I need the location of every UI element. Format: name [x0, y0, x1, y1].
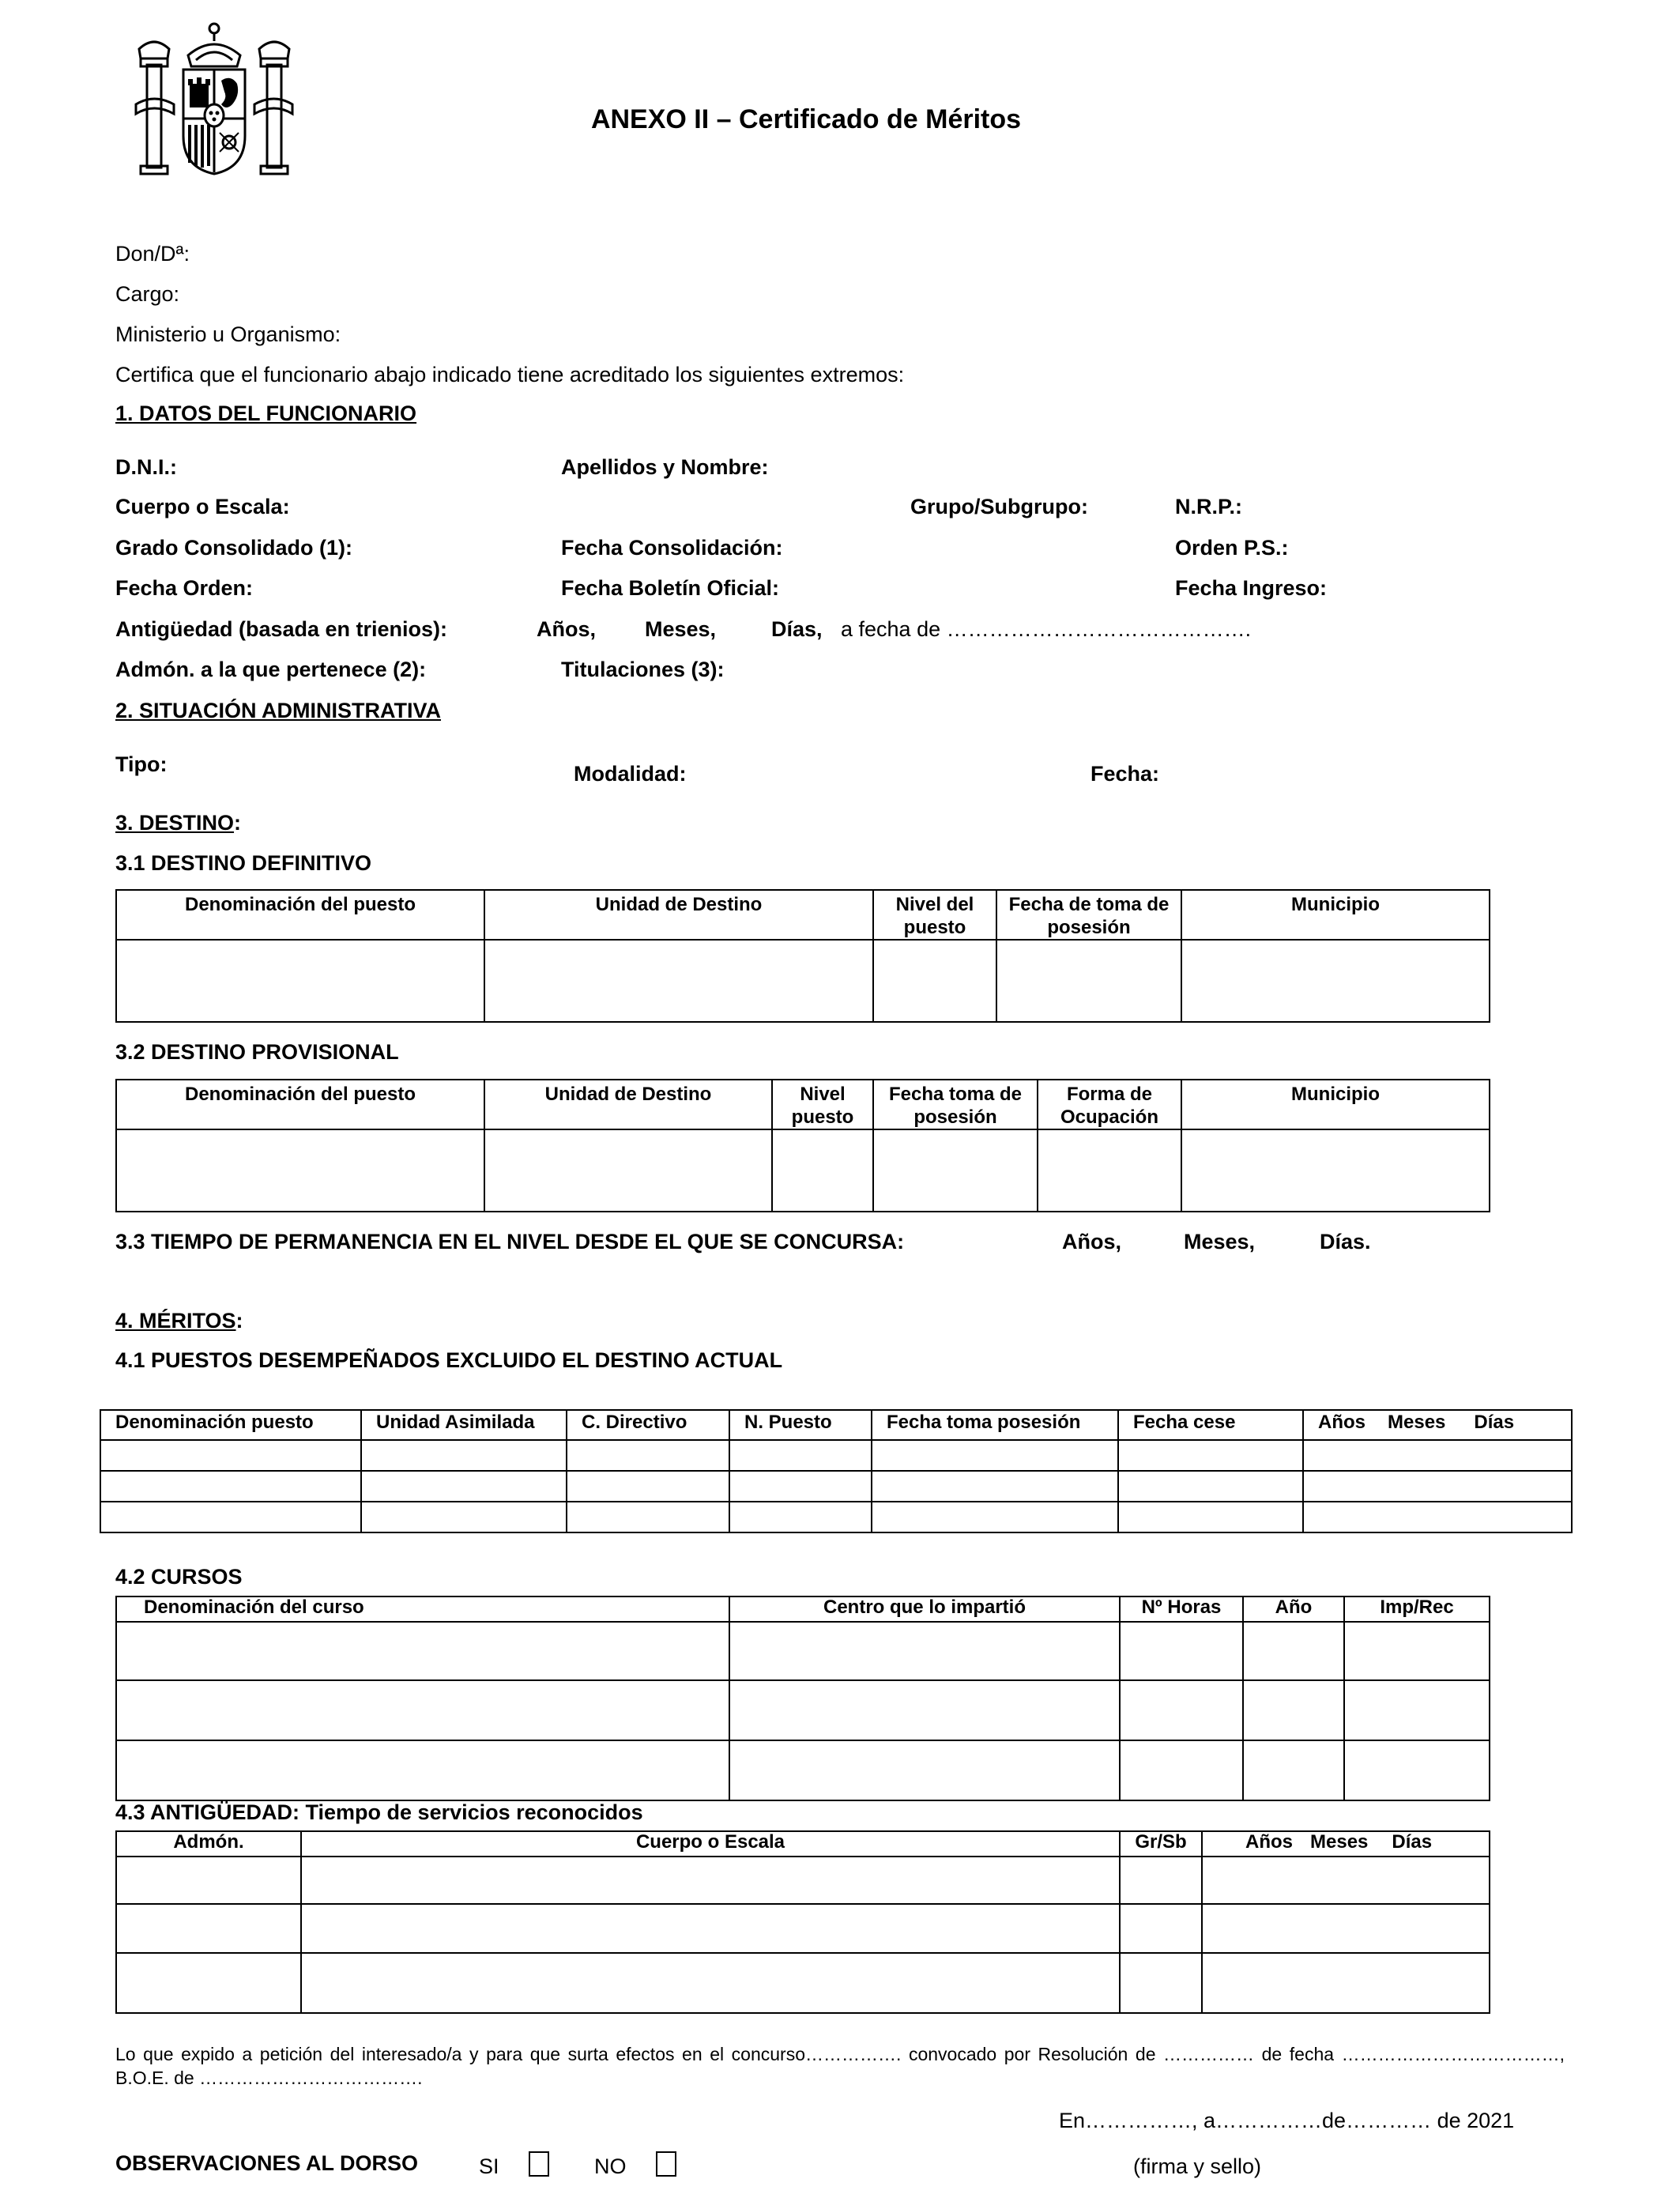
col-header: Nivel puesto	[772, 1080, 873, 1129]
table-cell[interactable]	[116, 1953, 301, 2013]
observaciones-label: OBSERVACIONES AL DORSO	[115, 2151, 419, 2175]
section-4-heading	[115, 1309, 243, 1333]
coat-of-arms-emblem	[133, 17, 296, 180]
section-1-heading: 1. DATOS DEL FUNCIONARIO	[115, 401, 417, 425]
nrp-label: N.R.P.:	[1175, 495, 1243, 518]
table-cell[interactable]	[301, 1953, 1120, 2013]
col-header: Denominación del curso	[116, 1596, 729, 1622]
table-cell[interactable]	[1181, 940, 1490, 1022]
col-header: Años	[1245, 1831, 1293, 1853]
permanencia-dias-label: Días.	[1320, 1230, 1371, 1253]
section-2-heading: 2. SITUACIÓN ADMINISTRATIVA	[115, 699, 442, 722]
destino-provisional-table	[115, 1079, 1490, 1212]
cursos-table	[115, 1596, 1490, 1801]
cursos-heading: 4.2 CURSOS	[115, 1565, 243, 1589]
table-row	[100, 1440, 1572, 1471]
table-cell[interactable]	[1120, 1953, 1202, 2013]
table-cell[interactable]	[1303, 1471, 1572, 1502]
table-cell[interactable]	[116, 1904, 301, 1953]
apellidos-label: Apellidos y Nombre:	[561, 455, 769, 479]
tiempo-permanencia-label: 3.3 TIEMPO DE PERMANENCIA EN EL NIVEL DESDE EL QUE SE CONCURSA:	[115, 1230, 905, 1253]
table-cell[interactable]	[1120, 1740, 1243, 1800]
table-cell[interactable]	[729, 1471, 872, 1502]
table-cell[interactable]	[1181, 1129, 1490, 1212]
section-3-heading	[115, 811, 241, 835]
table-cell[interactable]	[361, 1440, 567, 1471]
antiguedad-label: Antigüedad (basada en trienios):	[115, 617, 448, 641]
col-header: Año	[1243, 1596, 1344, 1622]
table-cell[interactable]	[1038, 1129, 1181, 1212]
table-cell[interactable]	[1202, 1953, 1490, 2013]
table-row	[116, 1857, 1490, 1904]
a-fecha-de-text: a fecha de …………………………………….	[841, 617, 1252, 641]
col-header: Denominación del puesto	[116, 1080, 484, 1129]
fecha-consolidacion-label: Fecha Consolidación:	[561, 536, 783, 560]
antiguedad-anos-label: Años,	[537, 617, 597, 641]
table-cell[interactable]	[729, 1740, 1120, 1800]
table-cell[interactable]	[872, 1502, 1118, 1532]
don-label: Don/Dª:	[115, 242, 190, 266]
section-4-heading-text: 4. MÉRITOS	[115, 1309, 236, 1333]
table-row	[100, 1502, 1572, 1532]
col-header: Fecha toma posesión	[872, 1410, 1118, 1440]
col-header: Denominación del puesto	[116, 890, 484, 940]
table-cell[interactable]	[1118, 1440, 1303, 1471]
table-cell[interactable]	[116, 940, 484, 1022]
table-cell[interactable]	[567, 1471, 729, 1502]
col-header: Unidad de Destino	[484, 1080, 772, 1129]
grado-label: Grado Consolidado (1):	[115, 536, 352, 560]
fecha-boletin-label: Fecha Boletín Oficial:	[561, 576, 780, 600]
table-cell[interactable]	[116, 1680, 729, 1740]
no-checkbox[interactable]	[656, 2151, 676, 2177]
table-cell[interactable]	[729, 1440, 872, 1471]
table-cell[interactable]	[872, 1471, 1118, 1502]
col-header: Municipio	[1181, 1080, 1490, 1129]
table-cell[interactable]	[996, 940, 1181, 1022]
col-header: Forma de Ocupación	[1038, 1080, 1181, 1129]
table-cell[interactable]	[1120, 1622, 1243, 1680]
table-row	[116, 1680, 1490, 1740]
table-cell[interactable]	[1344, 1622, 1490, 1680]
col-header: Fecha toma de posesión	[873, 1080, 1038, 1129]
si-checkbox[interactable]	[529, 2151, 549, 2177]
orden-ps-label: Orden P.S.:	[1175, 536, 1289, 560]
firma-sello-label: (firma y sello)	[1133, 2154, 1262, 2178]
col-header: Años	[1318, 1412, 1365, 1433]
col-header: Gr/Sb	[1120, 1831, 1202, 1857]
col-header: Imp/Rec	[1344, 1596, 1490, 1622]
col-header: Nivel del puesto	[873, 890, 996, 940]
expido-paragraph: Lo que expido a petición del interesado/a y para que surta efectos en el concurso……………. convocado por Resolución de …………… de fecha ………………………………, B.O.E. de ……………………………….	[115, 2044, 1565, 2088]
ministerio-label: Ministerio u Organismo:	[115, 322, 341, 346]
dni-label: D.N.I.:	[115, 455, 177, 479]
col-header: Meses	[1388, 1412, 1446, 1433]
table-row	[116, 1953, 1490, 2013]
table-row	[100, 1471, 1572, 1502]
tipo-label: Tipo:	[115, 752, 168, 776]
table-cell[interactable]	[361, 1502, 567, 1532]
col-header: Centro que lo impartió	[729, 1596, 1120, 1622]
fecha-ingreso-label: Fecha Ingreso:	[1175, 576, 1328, 600]
table-cell[interactable]	[1344, 1680, 1490, 1740]
table-cell[interactable]	[567, 1440, 729, 1471]
table-cell[interactable]	[1120, 1680, 1243, 1740]
table-cell[interactable]	[1120, 1904, 1202, 1953]
col-header: Unidad Asimilada	[361, 1410, 567, 1440]
col-header: Unidad de Destino	[484, 890, 873, 940]
col-header-anos-meses-dias	[1303, 1410, 1572, 1440]
no-label: NO	[594, 2154, 627, 2178]
table-cell[interactable]	[1303, 1502, 1572, 1532]
col-header: N. Puesto	[729, 1410, 872, 1440]
page-title: ANEXO II – Certificado de Méritos	[590, 104, 1022, 134]
table-row	[116, 1740, 1490, 1800]
table-cell[interactable]	[729, 1622, 1120, 1680]
col-header: C. Directivo	[567, 1410, 729, 1440]
table-cell[interactable]	[1303, 1440, 1572, 1471]
col-header: Días	[1392, 1831, 1433, 1853]
section-4-colon: :	[235, 1309, 243, 1333]
table-row	[116, 1904, 1490, 1953]
antiguedad-servicios-table	[115, 1830, 1490, 2014]
puestos-desempenados-table	[100, 1409, 1573, 1533]
table-cell[interactable]	[1243, 1622, 1344, 1680]
table-cell[interactable]	[301, 1857, 1120, 1904]
no-option	[594, 2151, 676, 2179]
table-cell[interactable]	[729, 1502, 872, 1532]
table-cell[interactable]	[484, 940, 873, 1022]
grupo-label: Grupo/Subgrupo:	[910, 495, 1088, 518]
table-cell[interactable]	[484, 1129, 772, 1212]
table-cell[interactable]	[116, 1740, 729, 1800]
col-header: Días	[1474, 1412, 1515, 1433]
table-row	[116, 940, 1490, 1022]
table-cell[interactable]	[1243, 1680, 1344, 1740]
fecha-orden-label: Fecha Orden:	[115, 576, 254, 600]
col-header-anos-meses-dias	[1202, 1831, 1490, 1857]
antiguedad-meses-label: Meses,	[645, 617, 717, 641]
table-cell[interactable]	[1202, 1857, 1490, 1904]
destino-provisional-heading: 3.2 DESTINO PROVISIONAL	[115, 1040, 399, 1064]
si-label: SI	[479, 2154, 499, 2178]
col-header: Meses	[1310, 1831, 1369, 1853]
table-cell[interactable]	[729, 1680, 1120, 1740]
titulaciones-label: Titulaciones (3):	[561, 658, 725, 681]
table-row	[116, 1129, 1490, 1212]
table-cell[interactable]	[1243, 1740, 1344, 1800]
antiguedad-servicios-heading: 4.3 ANTIGÜEDAD: Tiempo de servicios reconocidos	[115, 1800, 643, 1824]
permanencia-meses-label: Meses,	[1184, 1230, 1256, 1253]
section-3-heading-text: 3. DESTINO	[115, 811, 235, 835]
col-header: Fecha cese	[1118, 1410, 1303, 1440]
permanencia-anos-label: Años,	[1062, 1230, 1122, 1253]
table-cell[interactable]	[100, 1471, 361, 1502]
antiguedad-dias-label: Días,	[771, 617, 823, 641]
admon-label: Admón. a la que pertenece (2):	[115, 658, 427, 681]
table-cell[interactable]	[1202, 1904, 1490, 1953]
destino-definitivo-heading: 3.1 DESTINO DEFINITIVO	[115, 851, 372, 875]
table-cell[interactable]	[100, 1440, 361, 1471]
col-header: Municipio	[1181, 890, 1490, 940]
section-3-colon: :	[234, 811, 242, 835]
cuerpo-label: Cuerpo o Escala:	[115, 495, 290, 518]
table-cell[interactable]	[116, 1129, 484, 1212]
col-header: Admón.	[116, 1831, 301, 1857]
col-header: Denominación puesto	[100, 1410, 361, 1440]
fecha-label: Fecha:	[1090, 762, 1160, 786]
destino-definitivo-table	[115, 889, 1490, 1023]
certifica-text: Certifica que el funcionario abajo indicado tiene acreditado los siguientes extremos:	[115, 363, 905, 386]
table-cell[interactable]	[1118, 1471, 1303, 1502]
table-cell[interactable]	[301, 1904, 1120, 1953]
table-cell[interactable]	[567, 1502, 729, 1532]
table-cell[interactable]	[872, 1440, 1118, 1471]
si-option	[479, 2151, 549, 2179]
puestos-desempenados-heading: 4.1 PUESTOS DESEMPEÑADOS EXCLUIDO EL DESTINO ACTUAL	[115, 1348, 783, 1372]
modalidad-label: Modalidad:	[574, 762, 687, 786]
table-cell[interactable]	[873, 1129, 1038, 1212]
table-cell[interactable]	[116, 1857, 301, 1904]
table-cell[interactable]	[116, 1622, 729, 1680]
table-row	[116, 1622, 1490, 1680]
table-cell[interactable]	[100, 1502, 361, 1532]
table-cell[interactable]	[1118, 1502, 1303, 1532]
table-cell[interactable]	[361, 1471, 567, 1502]
col-header: Cuerpo o Escala	[301, 1831, 1120, 1857]
col-header: Nº Horas	[1120, 1596, 1243, 1622]
place-date-line: En……………, a……………de………… de 2021	[1059, 2109, 1515, 2132]
cargo-label: Cargo:	[115, 282, 180, 306]
table-cell[interactable]	[1344, 1740, 1490, 1800]
col-header: Fecha de toma de posesión	[996, 890, 1181, 940]
table-cell[interactable]	[1120, 1857, 1202, 1904]
table-cell[interactable]	[772, 1129, 873, 1212]
table-cell[interactable]	[873, 940, 996, 1022]
